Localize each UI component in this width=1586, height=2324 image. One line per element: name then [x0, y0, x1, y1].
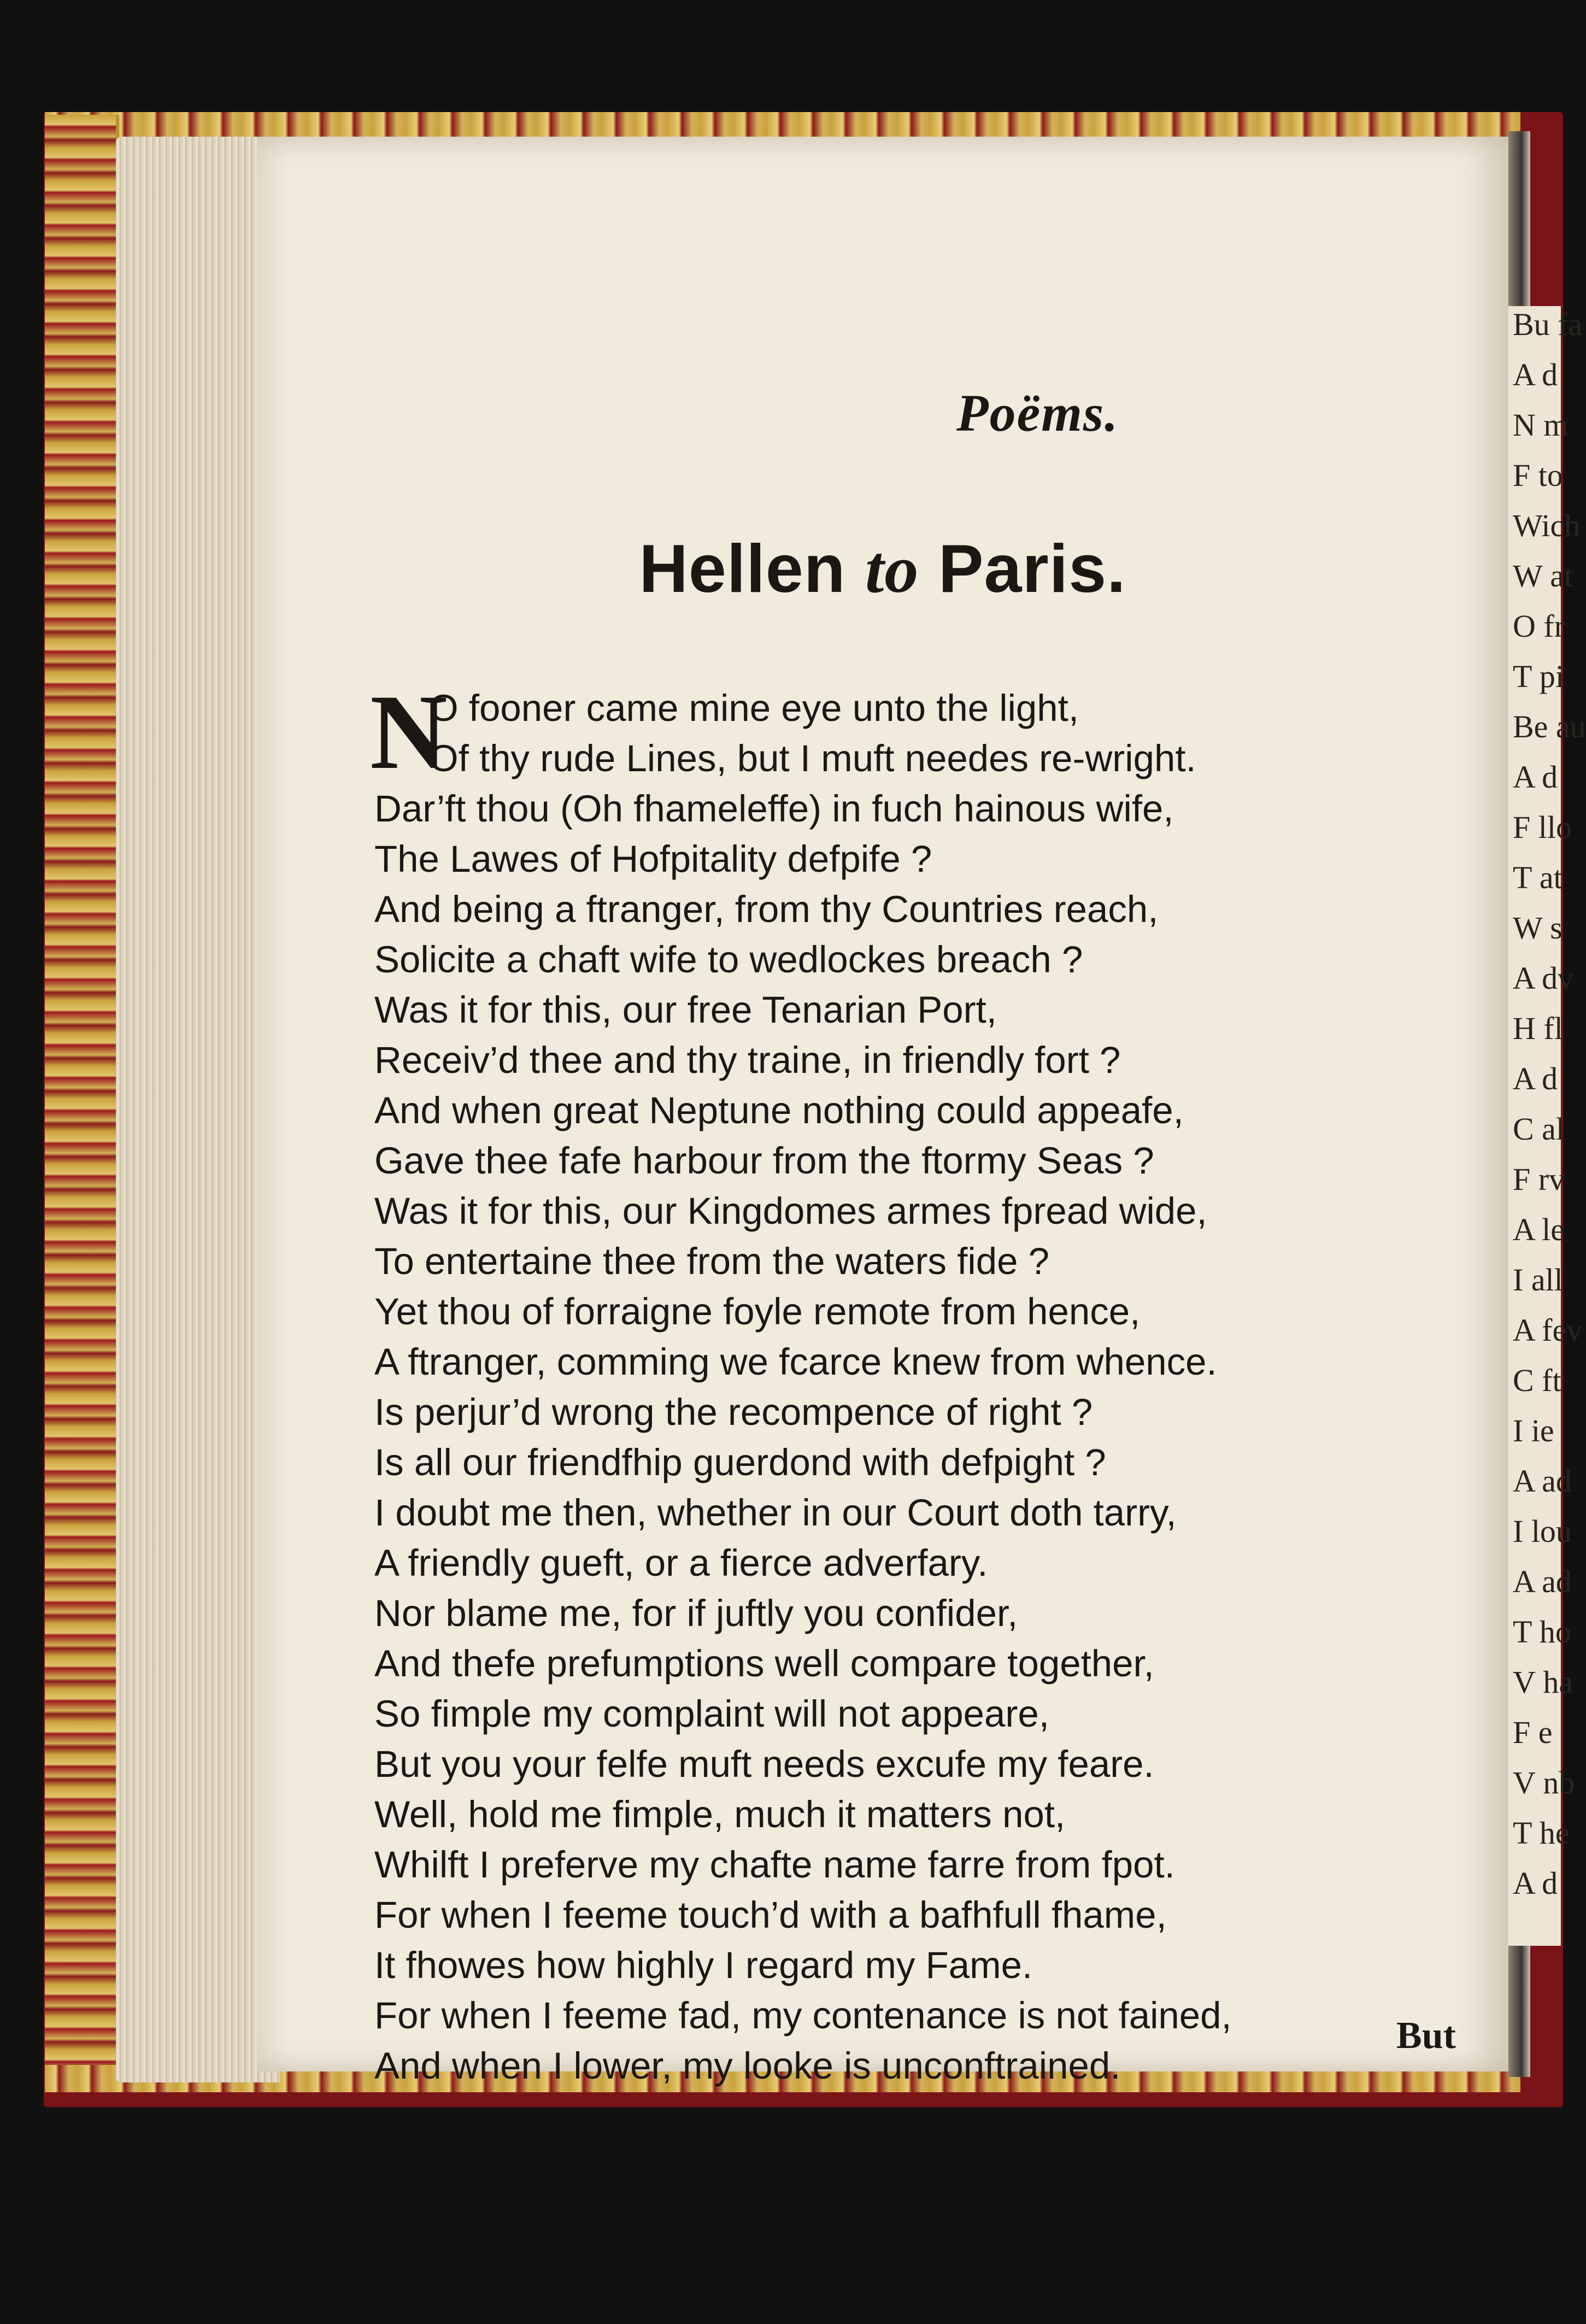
facing-page-fragment: I ie: [1513, 1413, 1554, 1448]
poem-body: [370, 673, 1500, 2091]
book-page: [257, 137, 1508, 2087]
poem-line: And when great Neptune nothing could appeafe,: [374, 1089, 1184, 1131]
gilt-border-left: [45, 115, 119, 2088]
facing-page-fragment: C ft: [1513, 1363, 1561, 1398]
facing-page-fragment: T pi: [1513, 659, 1564, 694]
poem-line: O fooner came mine eye unto the light,: [429, 687, 1079, 729]
facing-page-fragment: F llo: [1513, 809, 1572, 845]
facing-page-fragment: A ad: [1513, 1463, 1572, 1499]
catchword: But: [1396, 2015, 1456, 2057]
facing-page-fragment: T ho: [1513, 1614, 1571, 1650]
facing-page-fragment: N m: [1513, 407, 1569, 443]
facing-page-fragment: A le: [1513, 1212, 1565, 1247]
poem-line: For when I feeme fad, my contenance is not fained,: [374, 1994, 1232, 2037]
poem-line: But you your felfe muft needs excufe my feare.: [374, 1743, 1154, 1785]
poem-line: And when I lower, my looke is unconftrained.: [374, 2045, 1121, 2087]
facing-page-fragment: T he: [1513, 1815, 1570, 1851]
facing-page-fragment: A d: [1513, 759, 1558, 795]
facing-page-fragment: Be au: [1513, 709, 1586, 744]
poem-line: The Lawes of Hofpitality defpife ?: [374, 838, 932, 880]
facing-page-fragment: V nb: [1513, 1765, 1575, 1800]
poem-line: Yet thou of forraigne foyle remote from hence,: [374, 1290, 1141, 1333]
poem-line: A ftranger, comming we fcarce knew from whence.: [374, 1341, 1217, 1383]
poem-line: Was it for this, our free Tenarian Port,: [374, 989, 997, 1031]
poem-line: Whilft I preferve my chafte name farre from fpot.: [374, 1844, 1175, 1886]
facing-page-fragment: A dv: [1513, 960, 1574, 996]
poem-line: Well, hold me fimple, much it matters not,: [374, 1793, 1066, 1835]
poem-line: And being a ftranger, from thy Countries reach,: [374, 888, 1159, 930]
poem-line: And thefe prefumptions well compare together,: [374, 1642, 1154, 1685]
title-part-2: Paris.: [938, 531, 1126, 607]
facing-page-fragment: T at: [1513, 860, 1562, 895]
facing-page-fragment: F e: [1513, 1715, 1553, 1750]
drop-capital: N: [370, 673, 448, 791]
facing-page-fragment: F rv: [1513, 1161, 1565, 1197]
facing-page-fragment: A ad: [1513, 1564, 1572, 1599]
poem-line: For when I feeme touch’d with a bafhfull fhame,: [374, 1894, 1167, 1936]
facing-page-fragment: V ha: [1513, 1664, 1573, 1700]
facing-page-edge: [1508, 306, 1586, 1946]
poem-line: To entertaine thee from the waters fide ?: [374, 1240, 1050, 1282]
poem-line: Is all our friendfhip guerdond with defpight ?: [374, 1441, 1106, 1483]
facing-page-fragment: Wich: [1513, 508, 1581, 543]
poem-line: I doubt me then, whether in our Court doth tarry,: [374, 1492, 1177, 1534]
running-head: Poëms.: [956, 384, 1119, 442]
facing-page-fragment: Bu fa: [1513, 307, 1583, 342]
title-part-1: Hellen: [639, 531, 846, 607]
facing-page-fragment: I all: [1513, 1262, 1563, 1298]
poem-line: Nor blame me, for if juftly you confider,: [374, 1592, 1018, 1634]
poem-line: Of thy rude Lines, but I muft needes re-wright.: [429, 737, 1196, 779]
facing-page-fragment: C al: [1513, 1111, 1565, 1147]
poem-line: Was it for this, our Kingdomes armes fpread wide,: [374, 1190, 1207, 1232]
title-connector: to: [865, 532, 919, 607]
facing-page-fragment: F to: [1513, 457, 1563, 493]
poem-line: A friendly gueft, or a fierce adverfary.: [374, 1542, 988, 1584]
facing-page-fragment: A d: [1513, 357, 1558, 392]
poem-line: So fimple my complaint will not appeare,: [374, 1693, 1049, 1735]
facing-page-fragment: A d: [1513, 1865, 1558, 1901]
facing-page-fragment: O fr: [1513, 608, 1565, 644]
poem-line: Receiv’d thee and thy traine, in friendly fort ?: [374, 1039, 1121, 1081]
facing-page-fragment: I lou: [1513, 1513, 1572, 1549]
poem-line: Gave thee fafe harbour from the ftormy Seas ?: [374, 1140, 1154, 1182]
facing-page-fragment: H fl: [1513, 1011, 1563, 1046]
facing-page-fragment: W s: [1513, 910, 1562, 946]
poem-line: It fhowes how highly I regard my Fame.: [374, 1944, 1033, 1986]
facing-page-fragment: A d: [1513, 1061, 1558, 1096]
facing-page-fragment: A fev: [1513, 1312, 1583, 1348]
poem-line: Solicite a chaft wife to wedlockes breach ?: [374, 938, 1083, 981]
page-edges: [116, 137, 280, 2082]
poem-title: [257, 530, 1508, 608]
poem-line: Is perjur’d wrong the recompence of right ?: [374, 1391, 1093, 1433]
poem-line: Dar’ft thou (Oh fhameleffe) in fuch hainous wife,: [374, 788, 1174, 830]
gilt-border-top: [45, 112, 1520, 138]
facing-page-fragment: W at: [1513, 558, 1573, 594]
